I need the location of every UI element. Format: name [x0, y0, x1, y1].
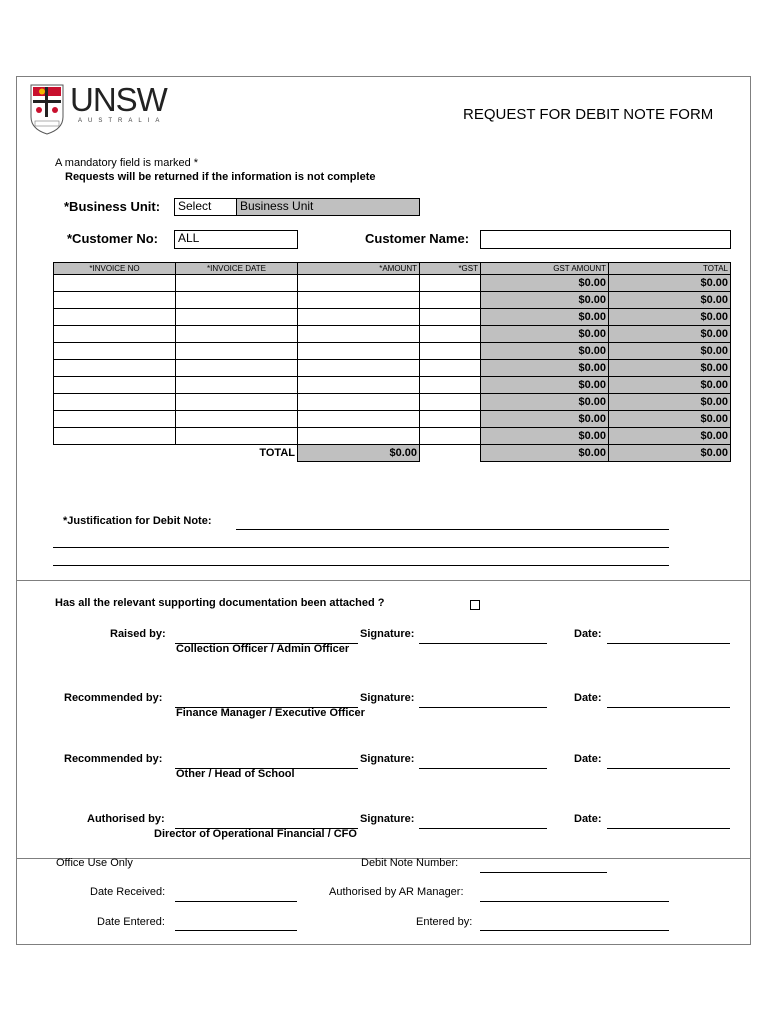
customer-no-label: *Customer No:	[67, 231, 159, 246]
justification-line-1[interactable]	[236, 529, 669, 530]
amount-cell[interactable]	[298, 309, 420, 326]
date-label: Date:	[574, 753, 602, 765]
authorised-by-label: Authorised by:	[87, 813, 165, 825]
total-gst-amount: $0.00	[481, 445, 609, 462]
customer-no-field[interactable]: ALL	[174, 230, 298, 249]
raised-by-role: Collection Officer / Admin Officer	[176, 643, 350, 655]
gst-amount-cell: $0.00	[481, 275, 609, 292]
date-label: Date:	[574, 628, 602, 640]
invoice-no-cell[interactable]	[54, 275, 176, 292]
entered-by-label: Entered by:	[416, 916, 473, 928]
debit-note-number-label: Debit Note Number:	[361, 857, 459, 869]
date-label: Date:	[574, 813, 602, 825]
table-row	[54, 428, 731, 445]
invoice-date-cell[interactable]	[176, 326, 298, 343]
invoice-table	[53, 262, 731, 462]
total-cell: $0.00	[609, 343, 731, 360]
date-received-line[interactable]	[175, 901, 297, 902]
justification-label: *Justification for Debit Note:	[63, 515, 212, 527]
signature-line[interactable]	[419, 707, 547, 708]
table-row	[54, 411, 731, 428]
authorised-ar-label: Authorised by AR Manager:	[329, 886, 464, 898]
business-unit-select[interactable]: Select	[174, 198, 237, 216]
gst-amount-cell: $0.00	[481, 292, 609, 309]
invoice-no-cell[interactable]	[54, 411, 176, 428]
header-gst: *GST	[420, 263, 481, 275]
invoice-no-cell[interactable]	[54, 394, 176, 411]
amount-cell[interactable]	[298, 343, 420, 360]
raised-by-label: Raised by:	[110, 628, 166, 640]
docs-question: Has all the relevant supporting documentation been attached ?	[55, 597, 385, 609]
table-header-row	[54, 263, 731, 275]
signature-label: Signature:	[360, 692, 415, 704]
invoice-date-cell[interactable]	[176, 292, 298, 309]
invoice-no-cell[interactable]	[54, 326, 176, 343]
header-amount: *AMOUNT	[298, 263, 420, 275]
gst-cell[interactable]	[420, 275, 481, 292]
date-received-label: Date Received:	[90, 886, 166, 898]
amount-cell[interactable]	[298, 292, 420, 309]
gst-amount-cell: $0.00	[481, 360, 609, 377]
customer-name-field[interactable]	[480, 230, 731, 249]
date-line[interactable]	[607, 707, 730, 708]
gst-cell[interactable]	[420, 360, 481, 377]
gst-cell[interactable]	[420, 292, 481, 309]
signature-label: Signature:	[360, 813, 415, 825]
gst-cell[interactable]	[420, 377, 481, 394]
table-row	[54, 292, 731, 309]
amount-cell[interactable]	[298, 411, 420, 428]
signature-line[interactable]	[419, 643, 547, 644]
logo-subtext: AUSTRALIA	[78, 118, 166, 124]
gst-amount-cell: $0.00	[481, 377, 609, 394]
gst-amount-cell: $0.00	[481, 309, 609, 326]
entered-by-line[interactable]	[480, 930, 669, 931]
business-unit-field[interactable]: Business Unit	[236, 198, 420, 216]
table-row	[54, 343, 731, 360]
invoice-date-cell[interactable]	[176, 309, 298, 326]
gst-amount-cell: $0.00	[481, 343, 609, 360]
date-line[interactable]	[607, 643, 730, 644]
table-row	[54, 377, 731, 394]
gst-amount-cell: $0.00	[481, 394, 609, 411]
total-row	[54, 445, 731, 462]
date-label: Date:	[574, 692, 602, 704]
invoice-no-cell[interactable]	[54, 377, 176, 394]
authorised-ar-line[interactable]	[480, 901, 669, 902]
invoice-no-cell[interactable]	[54, 309, 176, 326]
recommended-by-role: Other / Head of School	[176, 768, 295, 780]
invoice-date-cell[interactable]	[176, 428, 298, 445]
date-line[interactable]	[607, 828, 730, 829]
amount-cell[interactable]	[298, 326, 420, 343]
header-total: TOTAL	[609, 263, 731, 275]
gst-cell[interactable]	[420, 411, 481, 428]
total-amount: $0.00	[298, 445, 420, 462]
total-cell: $0.00	[609, 377, 731, 394]
gst-amount-cell: $0.00	[481, 326, 609, 343]
business-unit-label: *Business Unit:	[64, 199, 161, 214]
signature-line[interactable]	[419, 768, 547, 769]
recommended-by-label: Recommended by:	[64, 692, 163, 704]
total-cell: $0.00	[609, 360, 731, 377]
invoice-no-cell[interactable]	[54, 292, 176, 309]
total-label: TOTAL	[259, 447, 295, 460]
page-title: REQUEST FOR DEBIT NOTE FORM	[463, 106, 714, 123]
table-row	[54, 275, 731, 292]
header-invoice-date: *INVOICE DATE	[176, 263, 298, 275]
docs-attached-checkbox[interactable]	[470, 600, 480, 610]
amount-cell[interactable]	[298, 275, 420, 292]
total-cell: $0.00	[609, 411, 731, 428]
mandatory-note: A mandatory field is marked *	[55, 157, 199, 169]
amount-cell[interactable]	[298, 428, 420, 445]
gst-cell[interactable]	[420, 394, 481, 411]
justification-line-2[interactable]	[53, 547, 669, 548]
table-row	[54, 394, 731, 411]
table-row	[54, 309, 731, 326]
gst-cell[interactable]	[420, 343, 481, 360]
debit-note-number-line[interactable]	[480, 872, 607, 873]
recommended-by-role: Finance Manager / Executive Officer	[176, 707, 365, 719]
table-row	[54, 360, 731, 377]
gst-cell[interactable]	[420, 428, 481, 445]
logo-wordmark: UNSW	[70, 81, 167, 118]
total-cell: $0.00	[609, 275, 731, 292]
invoice-date-cell[interactable]	[176, 360, 298, 377]
invoice-no-cell[interactable]	[54, 360, 176, 377]
signature-label: Signature:	[360, 753, 415, 765]
signature-label: Signature:	[360, 628, 415, 640]
invoice-date-cell[interactable]	[176, 343, 298, 360]
amount-cell[interactable]	[298, 394, 420, 411]
total-cell: $0.00	[609, 309, 731, 326]
invoice-no-cell[interactable]	[54, 343, 176, 360]
justification-line-3[interactable]	[53, 565, 669, 566]
signature-line[interactable]	[419, 828, 547, 829]
gst-cell[interactable]	[420, 309, 481, 326]
total-total: $0.00	[609, 445, 731, 462]
invoice-date-cell[interactable]	[176, 275, 298, 292]
recommended-by-label: Recommended by:	[64, 753, 163, 765]
invoice-no-cell[interactable]	[54, 428, 176, 445]
gst-cell[interactable]	[420, 326, 481, 343]
section-divider	[16, 580, 751, 581]
amount-cell[interactable]	[298, 360, 420, 377]
header-gst-amount: GST AMOUNT	[481, 263, 609, 275]
amount-cell[interactable]	[298, 377, 420, 394]
returned-note: Requests will be returned if the information is not complete	[65, 171, 376, 183]
date-line[interactable]	[607, 768, 730, 769]
total-cell: $0.00	[609, 394, 731, 411]
office-use-title: Office Use Only	[56, 857, 133, 869]
unsw-logo	[30, 83, 180, 135]
customer-name-label: Customer Name:	[365, 231, 470, 246]
total-cell: $0.00	[609, 428, 731, 445]
date-entered-label: Date Entered:	[97, 916, 165, 928]
total-cell: $0.00	[609, 292, 731, 309]
authorised-by-role: Director of Operational Financial / CFO	[154, 828, 357, 840]
invoice-date-cell[interactable]	[176, 377, 298, 394]
header-invoice-no: *INVOICE NO	[54, 263, 176, 275]
total-cell: $0.00	[609, 326, 731, 343]
table-row	[54, 326, 731, 343]
gst-amount-cell: $0.00	[481, 428, 609, 445]
date-entered-line[interactable]	[175, 930, 297, 931]
invoice-date-cell[interactable]	[176, 394, 298, 411]
invoice-date-cell[interactable]	[176, 411, 298, 428]
gst-amount-cell: $0.00	[481, 411, 609, 428]
